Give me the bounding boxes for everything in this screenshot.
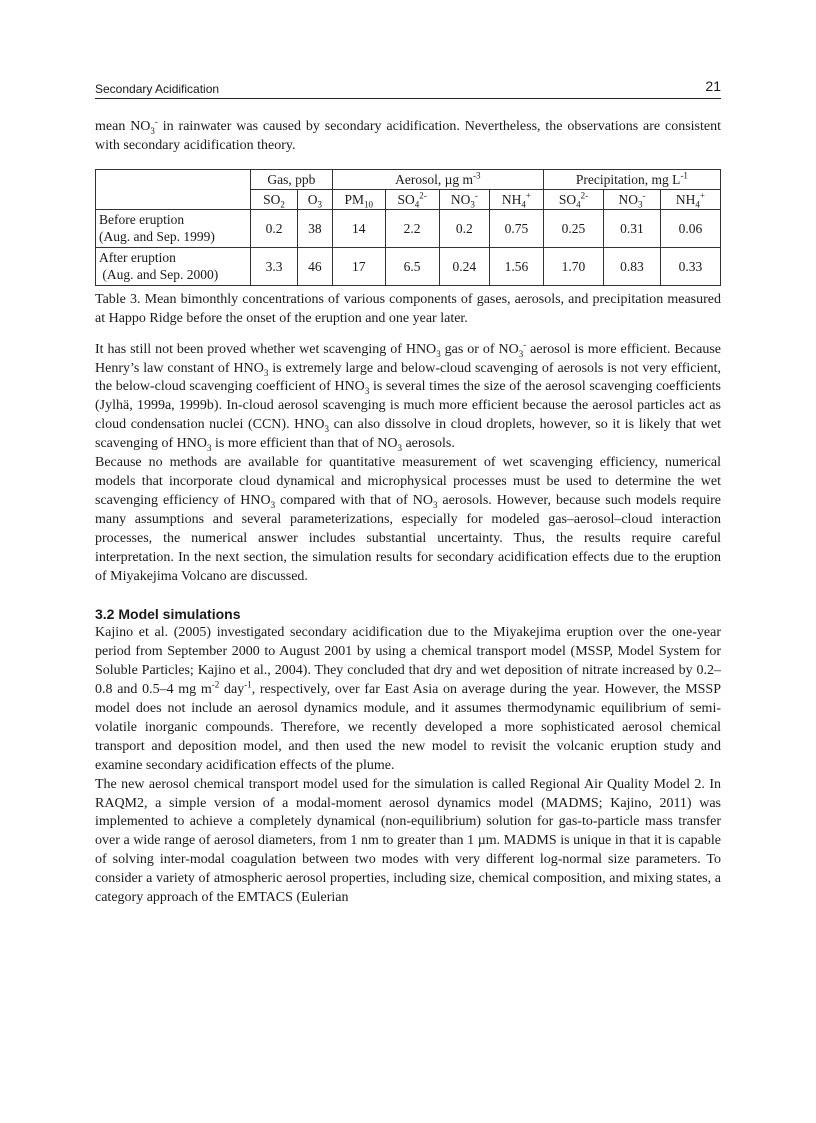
table-corner-cell-lower (96, 189, 251, 209)
paragraph-wet-scavenging: It has still not been proved whether wet scavenging of $HNO_3$ gas or of $NO_3^-$ aerosol is more efficient. Because Henry’s law constant of $HNO_3$ is extremely large and below-cloud scavenging of aerosols is not very efficient, the below-cloud scavenging coefficient of $HNO_3$ is several times the size of the aerosol scavenging coefficients (Jylhä, 1999a, 1999b). In-cloud aerosol scavenging is much more efficient because the aerosol particles act as cloud condensation nuclei (CCN). $HNO_3$ can also dissolve in cloud droplets, however, so it is likely that wet scavenging of $HNO_3$ is more efficient than that of $NO_3$ aerosols. (95, 338, 722, 453)
running-header (95, 78, 721, 99)
page-number: 21 (705, 78, 721, 94)
intro-paragraph: mean $NO_3^-$ in rainwater was caused by secondary acidification. Nevertheless, the observations are consistent with secondary acidification theory. (95, 116, 721, 153)
table-group-header-row (96, 169, 721, 189)
col-header: $NO_3^-$ (439, 189, 490, 209)
table-cell: 0.25 (543, 209, 603, 247)
table-cell: 17 (332, 247, 385, 285)
row-label: After eruption (Aug. and Sep. 2000) (96, 247, 251, 285)
table-column-header-row (96, 189, 721, 209)
page (95, 78, 721, 908)
running-header-title: Secondary Acidification (95, 82, 220, 96)
table-corner-cell (96, 169, 251, 189)
paragraph-kajino-2005: Kajino et al. (2005) investigated secondary acidification due to the Miyakejima eruption over the one-year period from September 2000 to August 2001 by using a chemical transport model (MSSP, Model System for Soluble Particles; Kajino et al., 2004). They concluded that dry and wet deposition of nitrate increased by 0.2–0.8 and 0.5–4 mg $m^{-2}$ day$^{-1}$, respectively, over far East Asia on average during the year. However, the MSSP model does not include an aerosol dynamics module, and it assumes thermodynamic equilibrium of semi-volatile inorganic compounds. Therefore, we recently developed a more sophisticated aerosol chemical transport and deposition model, and then used the new model to revisit the volcanic eruption study and examine secondary acidification effects of the plume. (95, 625, 722, 773)
table-cell: 3.3 (251, 247, 298, 285)
group-header-precipitation: Precipitation, mg $L^{-1}$ (543, 169, 720, 189)
table-cell: 14 (332, 209, 385, 247)
table-cell: 1.70 (543, 247, 603, 285)
col-header: $PM_{10}$ (332, 189, 385, 209)
group-header-gas: Gas, ppb (251, 169, 333, 189)
table-cell: 0.24 (439, 247, 490, 285)
table-cell: 0.06 (660, 209, 720, 247)
col-header: $O_3$ (298, 189, 333, 209)
table-cell: 0.31 (604, 209, 661, 247)
col-header: $SO_4^{2-}$ (385, 189, 439, 209)
table-cell: 46 (298, 247, 333, 285)
col-header: $SO_2$ (251, 189, 298, 209)
concentration-table (95, 169, 721, 286)
table-row (96, 209, 721, 247)
table-row (96, 247, 721, 285)
table-caption: Table 3. Mean bimonthly concentrations of various components of gases, aerosols, and precipitation measured at Happo Ridge before the onset of the eruption and one year later. (95, 291, 721, 326)
col-header: $NH_4^+$ (660, 189, 720, 209)
section-heading: 3.2 Model simulations (95, 606, 241, 623)
table-cell: 0.2 (439, 209, 490, 247)
paragraph-numerical-models: Because no methods are available for quantitative measurement of wet scavenging efficiency, numerical models that incorporate cloud dynamical and microphysical processes must be used to determine the wet scavenging efficiency of $HNO_3$ compared with that of $NO_3$ aerosols. However, because such models require many assumptions and several parameterizations, especially for modeled gas–aerosol–cloud interaction processes, the numerical answer includes substantial uncertainty. Thus, the results require careful interpretation. In the next section, the simulation results for secondary acidification effects due to the eruption of Miyakejima Volcano are discussed. (95, 455, 721, 584)
table-cell: 0.2 (251, 209, 298, 247)
col-header: $NO_3^-$ (604, 189, 661, 209)
col-header: $SO_4^{2-}$ (543, 189, 603, 209)
table-cell: 38 (298, 209, 333, 247)
table-cell: 1.56 (490, 247, 544, 285)
paragraph-raqm2: The new aerosol chemical transport model used for the simulation is called Regional Air Quality Model 2. In RAQM2, a simple version of a modal-moment aerosol dynamics model (MADMS; Kajino, 2011) was implemented to achieve a completely dynamical (non-equilibrium) solution for gas-to-particle mass transfer over a wide range of aerosol diameters, from 1 nm to greater than 1 µm. MADMS is unique in that it is capable of solving inter-modal coagulation between two modes with very different log-normal size parameters. To consider a variety of atmospheric aerosol properties, including size, chemical composition, and mixing states, a category approach of the EMTACS (Eulerian (95, 776, 721, 906)
body-text (95, 118, 721, 908)
row-label: Before eruption (Aug. and Sep. 1999) (96, 209, 251, 247)
table-cell: 0.33 (660, 247, 720, 285)
table-cell: 2.2 (385, 209, 439, 247)
group-header-aerosol: Aerosol, µg $m^{-3}$ (332, 169, 543, 189)
table-cell: 0.75 (490, 209, 544, 247)
table-cell: 0.83 (604, 247, 661, 285)
col-header: $NH_4^+$ (490, 189, 544, 209)
table-cell: 6.5 (385, 247, 439, 285)
